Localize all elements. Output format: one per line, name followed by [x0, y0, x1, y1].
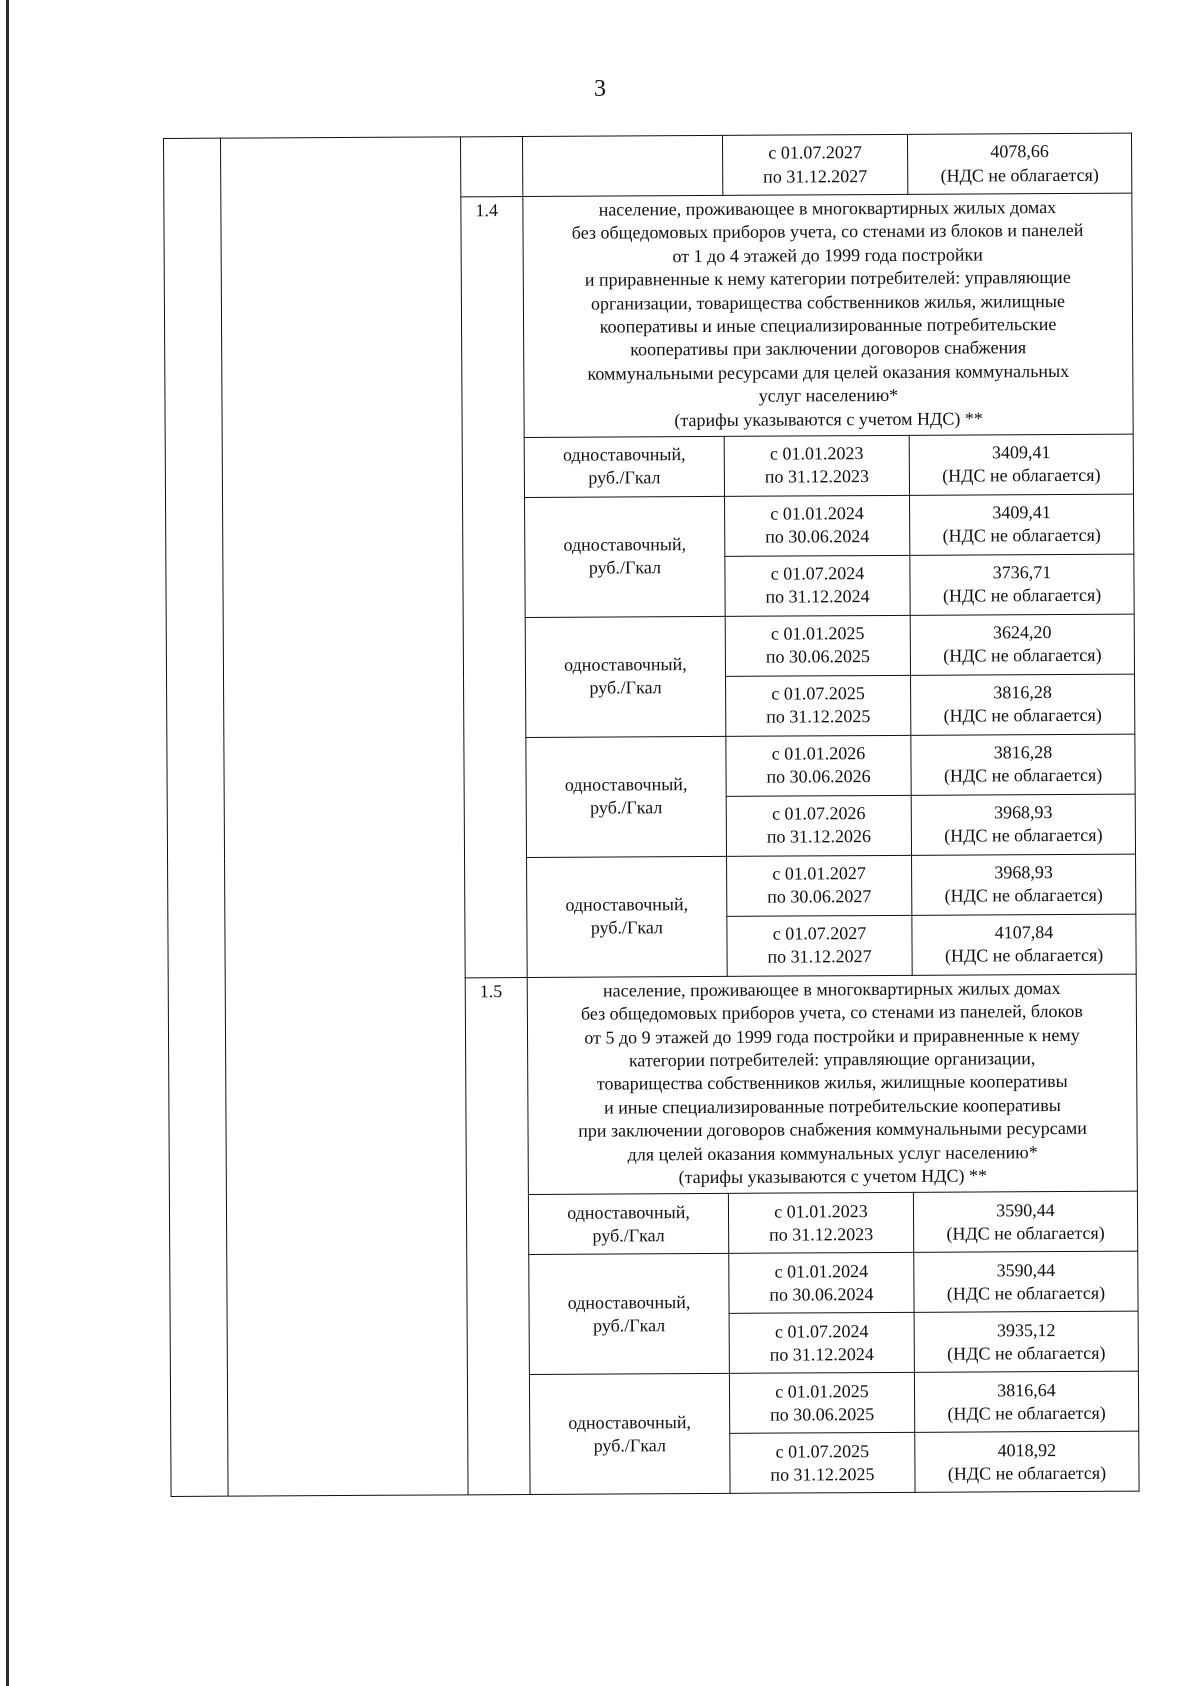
description-line: без общедомовых приборов учета, со стенами из блоков и панелей	[571, 220, 1084, 244]
description-line: коммунальными ресурсами для целей оказания коммунальных	[587, 360, 1070, 384]
period-to: по 31.12.2025	[766, 706, 871, 728]
description-line: население, проживающее в многоквартирных жилых домах	[602, 977, 1061, 1001]
tariff-type-line: одноставочный,	[564, 774, 688, 795]
period-from: с 01.01.2025	[775, 1380, 869, 1402]
price-cell	[912, 854, 1136, 915]
price-value: 4018,92	[997, 1439, 1057, 1460]
tariff-unit-line: руб./Гкал	[590, 797, 663, 819]
description-line: организации, товарищества собственников жилья, жилищные	[590, 290, 1065, 314]
period-to: по 30.06.2025	[765, 646, 871, 668]
period-to: по 30.06.2027	[767, 886, 872, 908]
description-line: при заключении договоров снабжения коммунальными ресурсами	[578, 1118, 1087, 1141]
period-cell	[727, 915, 912, 976]
period-cell	[729, 1253, 914, 1314]
vat-note: (НДС не облагается)	[947, 1462, 1107, 1484]
price-value: 3590,44	[996, 1259, 1056, 1280]
price-value: 3816,28	[993, 742, 1053, 763]
period-to: по 30.06.2024	[769, 1283, 874, 1305]
price-value: 3409,41	[991, 442, 1051, 463]
vat-note: (НДС не облагается)	[944, 825, 1103, 847]
price-cell	[914, 1311, 1138, 1372]
vat-note: (НДС не облагается)	[944, 885, 1103, 907]
tariff-type-line: одноставочный,	[567, 1291, 691, 1313]
price-cell	[914, 1251, 1138, 1312]
tariff-type-line: одноставочный,	[562, 444, 686, 465]
tariff-type-line: одноставочный,	[567, 1201, 690, 1223]
tariff-type-line: одноставочный,	[563, 534, 687, 555]
vat-note: (НДС не облагается)	[940, 164, 1099, 186]
period-from: с 01.01.2026	[771, 743, 866, 764]
period-to: по 31.12.2026	[766, 826, 872, 848]
page-number: 3	[594, 76, 606, 102]
vat-note: (НДС не облагается)	[946, 1222, 1105, 1244]
tariff-table-wrapper	[163, 133, 1139, 1546]
price-cell	[911, 734, 1135, 795]
price-cell	[911, 674, 1135, 735]
tariff-type-line: одноставочный,	[568, 1411, 692, 1433]
tariff-unit-line: руб./Гкал	[590, 917, 664, 939]
price-cell	[910, 554, 1134, 615]
period-to: по 30.06.2026	[766, 766, 871, 788]
period-cell	[724, 435, 909, 496]
tariff-unit-line: руб./Гкал	[592, 1225, 665, 1246]
period-to: по 31.12.2027	[763, 165, 868, 187]
vat-note: (НДС не облагается)	[943, 645, 1102, 667]
price-value: 3935,12	[996, 1319, 1056, 1340]
price-cell	[912, 914, 1136, 975]
description-line: (тарифы указываются с учетом НДС) **	[678, 1165, 988, 1188]
period-to: по 30.06.2025	[770, 1403, 875, 1425]
period-from: с 01.07.2025	[775, 1440, 870, 1462]
tariff-unit-line: руб./Гкал	[589, 677, 662, 699]
blank-cell-col1	[164, 138, 229, 1497]
vat-note: (НДС не облагается)	[946, 1282, 1106, 1304]
period-from: с 01.01.2024	[770, 503, 864, 524]
period-from: с 01.01.2023	[769, 443, 864, 464]
vat-note: (НДС не облагается)	[947, 1342, 1106, 1364]
carry-over-row	[164, 133, 1132, 198]
period-to: по 31.12.2024	[769, 1343, 874, 1365]
price-value: 3968,93	[993, 802, 1053, 823]
section-description	[527, 974, 1137, 1195]
tariff-unit-line: руб./Гкал	[593, 1435, 666, 1456]
tariff-type-cell	[524, 436, 724, 497]
period-to: по 31.12.2027	[767, 946, 872, 968]
period-to: по 31.12.2023	[768, 1223, 874, 1245]
tariff-unit-line: руб./Гкал	[592, 1315, 666, 1336]
description-line: услуг населению*	[758, 385, 899, 406]
period-from: с 01.07.2027	[772, 923, 867, 944]
blank-cell-col4	[522, 135, 722, 196]
price-cell	[915, 1431, 1139, 1492]
price-value: 4078,66	[990, 141, 1049, 162]
period-from: с 01.01.2025	[770, 623, 865, 644]
description-line: и приравненные к нему категории потребителей: управляющие	[584, 267, 1071, 290]
tariff-type-cell	[527, 856, 728, 977]
blank-cell-col3	[460, 136, 522, 196]
scan-edge-line	[6, 0, 9, 1686]
description-line: без общедомовых приборов учета, со стенами из панелей, блоков	[580, 1001, 1083, 1024]
description-line: и иные специализированные потребительские кооперативы	[604, 1094, 1061, 1118]
tariff-table-body	[164, 133, 1140, 1497]
tariff-type-cell	[525, 616, 726, 737]
price-value: 3624,20	[992, 622, 1052, 643]
price-cell	[907, 133, 1131, 194]
period-to: по 30.06.2024	[765, 526, 870, 548]
price-cell	[913, 1191, 1137, 1252]
period-cell	[726, 735, 911, 796]
tariff-table	[163, 133, 1140, 1498]
description-line: кооперативы при заключении договоров снабжения	[630, 337, 1027, 360]
price-value: 4107,84	[994, 922, 1054, 943]
period-from: с 01.07.2027	[768, 142, 862, 163]
tariff-type-cell	[525, 496, 726, 617]
period-cell	[729, 1373, 914, 1434]
price-value: 3736,71	[992, 562, 1052, 583]
period-cell	[727, 855, 912, 916]
price-value: 3968,93	[994, 862, 1053, 883]
period-from: с 01.07.2025	[771, 683, 865, 704]
price-value: 3816,28	[993, 682, 1052, 703]
period-cell	[725, 615, 910, 676]
section-number: 1.4	[461, 196, 527, 977]
price-value: 3816,64	[997, 1379, 1056, 1400]
period-from: с 01.07.2024	[770, 563, 865, 584]
period-cell	[730, 1433, 915, 1494]
description-line: категории потребителей: управляющие организации,	[628, 1048, 1036, 1071]
description-line: население, проживающее в многоквартирных жилых домах	[598, 197, 1057, 220]
tariff-type-cell	[528, 1194, 728, 1255]
vat-note: (НДС не облагается)	[942, 525, 1101, 547]
vat-note: (НДС не облагается)	[943, 705, 1102, 727]
section-number: 1.5	[465, 977, 530, 1495]
period-cell	[725, 495, 910, 556]
tariff-type-cell	[529, 1254, 730, 1375]
period-cell	[722, 134, 907, 195]
period-from: с 01.01.2027	[772, 863, 866, 884]
description-line: (тарифы указываются с учетом НДС) **	[674, 407, 983, 430]
tariff-type-line: одноставочный,	[565, 894, 689, 915]
price-cell	[910, 614, 1134, 675]
period-cell	[725, 555, 910, 616]
price-value: 3409,41	[992, 502, 1051, 523]
period-from: с 01.01.2024	[774, 1260, 869, 1282]
vat-note: (НДС не облагается)	[942, 585, 1102, 607]
description-line: товарищества собственников жилья, жилищные кооперативы	[596, 1071, 1068, 1095]
vat-note: (НДС не облагается)	[942, 465, 1101, 487]
period-cell	[726, 675, 911, 736]
vat-note: (НДС не облагается)	[944, 945, 1104, 967]
period-cell	[726, 795, 911, 856]
period-cell	[728, 1193, 913, 1254]
tariff-unit-line: руб./Гкал	[588, 557, 662, 579]
description-line: для целей оказания коммунальных услуг населению*	[627, 1141, 1038, 1165]
vat-note: (НДС не облагается)	[943, 765, 1103, 787]
price-cell	[914, 1371, 1138, 1432]
vat-note: (НДС не облагается)	[947, 1402, 1106, 1424]
tariff-unit-line: руб./Гкал	[588, 467, 661, 489]
period-to: по 31.12.2025	[770, 1463, 875, 1485]
period-from: с 01.01.2023	[774, 1200, 868, 1222]
period-to: по 31.12.2023	[764, 466, 870, 488]
tariff-type-cell	[529, 1374, 730, 1495]
blank-cell-col2	[221, 137, 469, 1497]
description-line: кооперативы и иные специализированные потребительские	[599, 313, 1057, 337]
tariff-type-cell	[526, 736, 727, 857]
period-to: по 31.12.2024	[765, 586, 870, 608]
price-value: 3590,44	[996, 1199, 1055, 1220]
price-cell	[910, 494, 1134, 555]
period-from: с 01.07.2026	[771, 803, 866, 824]
section-description	[523, 193, 1133, 437]
description-line: от 1 до 4 этажей до 1999 года постройки	[672, 244, 983, 266]
period-cell	[729, 1313, 914, 1374]
tariff-type-line: одноставочный,	[564, 654, 687, 675]
price-cell	[909, 434, 1133, 495]
description-line: от 5 до 9 этажей до 1999 года постройки и приравненные к нему	[584, 1024, 1080, 1048]
period-from: с 01.07.2024	[774, 1320, 869, 1342]
price-cell	[911, 794, 1135, 855]
